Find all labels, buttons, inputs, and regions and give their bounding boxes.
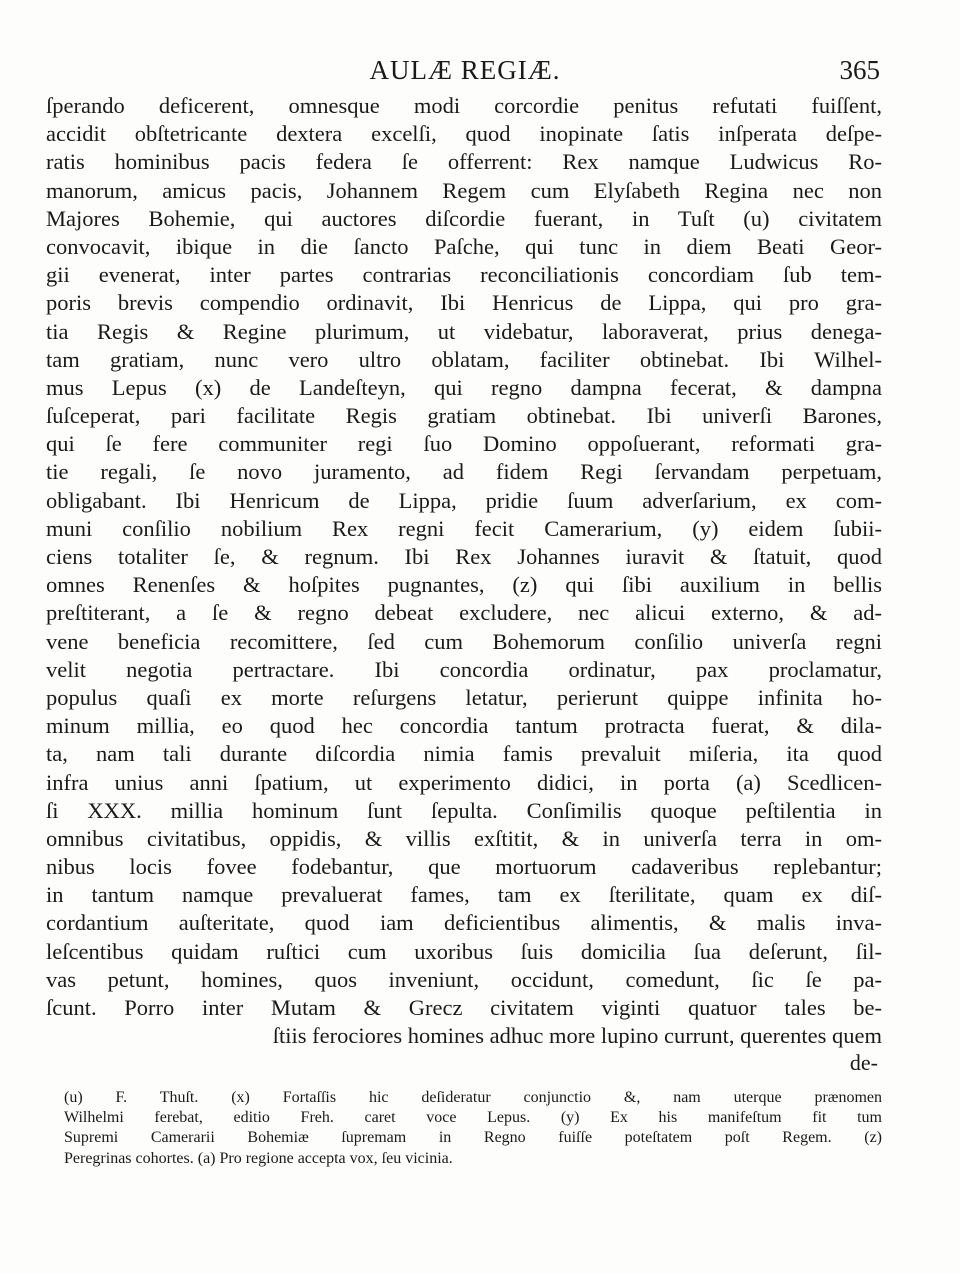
text-line: Majores Bohemie, qui auctores diſcordie fuerant, in Tuſt (u) civitatem <box>46 205 882 231</box>
text-line: preſtiterant, a ſe & regno debeat excludere, nec alicui externo, & ad- <box>46 600 882 626</box>
text-line: populus quaſi ex morte reſurgens letatur, perierunt quippe infinita ho- <box>46 684 882 710</box>
text-line: ta, nam tali durante diſcordia nimia famis prevaluit miſeria, ita quod <box>46 741 882 767</box>
text-line: cordantium auſteritate, quod iam deficientibus alimentis, & malis inva- <box>46 910 882 936</box>
text-line: ciens totaliter ſe, & regnum. Ibi Rex Johannes iuravit & ſtatuit, quod <box>46 544 882 569</box>
text-line: omnibus civitatibus, oppidis, & villis exſtitit, & in univerſa terra in om- <box>46 825 882 851</box>
running-head: AULÆ REGIÆ. <box>369 55 561 85</box>
text-line: ſperando deficerent, omnesque modi corcordie penitus refutati fuiſſent, <box>46 93 882 118</box>
text-line: obligabant. Ibi Henricum de Lippa, pridie ſuum adverſarium, ex com- <box>46 487 882 513</box>
text-line: leſcentibus quidam ruſtici cum uxoribus ſuis domicilia ſua deſerunt, ſil- <box>46 938 882 964</box>
text-line: vas petunt, homines, quos inveniunt, occidunt, comedunt, ſic ſe pa- <box>46 966 882 992</box>
text-line: tia Regis & Regine plurimum, ut videbatur, laboraverat, prius denega- <box>46 318 882 344</box>
footnote-line: (u) F. Thuſt. (x) Fortaſſis hic deſideratur conjunctio &, nam uterque prænomen <box>64 1089 882 1106</box>
text-line: tam gratiam, nunc vero ultro oblatam, faciliter obtinebat. Ibi Wilhel- <box>46 346 882 372</box>
text-line: qui ſe fere communiter regi ſuo Domino oppoſuerant, reformati gra- <box>46 431 882 457</box>
text-line: in tantum namque prevaluerat fames, tam ex ſterilitate, quam ex diſ- <box>46 882 882 908</box>
text-line: tie regali, ſe novo juramento, ad fidem Regi ſervandam perpetuam, <box>46 459 882 485</box>
text-line: mus Lepus (x) de Landeſteyn, qui regno dampna fecerat, & dampna <box>46 374 882 400</box>
text-line: ſi XXX. millia hominum ſunt ſepulta. Conſimilis quoque peſtilentia in <box>46 797 882 823</box>
text-line: manorum, amicus pacis, Johannem Regem cum Elyſabeth Regina nec non <box>46 177 882 203</box>
text-line: infra unius anni ſpatium, ut experimento didici, in porta (a) Scedlicen- <box>46 769 882 795</box>
footnote-line: Wilhelmi ferebat, editio Freh. caret voce Lepus. (y) Ex his manifeſtum fit tum <box>64 1109 882 1127</box>
catchword: de- <box>849 1050 878 1075</box>
text-line: muni conſilio nobilium Rex regni fecit Camerarium, (y) eidem ſubii- <box>46 515 882 541</box>
text-line: omnes Renenſes & hoſpites pugnantes, (z) qui ſibi auxilium in bellis <box>46 572 882 598</box>
text-line: ſcunt. Porro inter Mutam & Grecz civitatem viginti quatuor tales be- <box>46 995 882 1020</box>
text-line: minum millia, eo quod hec concordia tantum protracta fuerat, & dila- <box>46 713 882 739</box>
text-line: ſtiis ferociores homines adhuc more lupino currunt, querentes quem <box>272 1023 882 1049</box>
main-text <box>46 92 882 1050</box>
page-number: 365 <box>839 55 880 85</box>
text-line: ratis hominibus pacis federa ſe offerrent: Rex namque Ludwicus Ro- <box>46 149 882 175</box>
text-line: velit negotia pertractare. Ibi concordia ordinatur, pax proclamatur, <box>46 656 882 682</box>
footnotes <box>64 1088 882 1169</box>
text-line: nibus locis fovee fodebantur, que mortuorum cadaveribus replebantur; <box>46 854 882 880</box>
text-line: convocavit, ibique in die ſancto Paſche, qui tunc in diem Beati Geor- <box>46 233 882 259</box>
text-line: poris brevis compendio ordinavit, Ibi Henricus de Lippa, qui pro gra- <box>46 290 882 316</box>
text-line: accidit obſtetricante dextera excelſi, quod inopinate ſatis inſperata deſpe- <box>46 121 882 147</box>
page-header <box>50 55 880 95</box>
text-line: vene beneficia recomittere, ſed cum Bohemorum conſilio univerſa regni <box>46 628 882 654</box>
footnote-line: Peregrinas cohortes. (a) Pro regione accepta vox, ſeu vicinia. <box>64 1149 453 1167</box>
text-line: gii evenerat, inter partes contrarias reconciliationis concordiam ſub tem- <box>46 262 882 288</box>
footnote-line: Supremi Camerarii Bohemiæ ſupremam in Regno fuiſſe poteſtatem poſt Regem. (z) <box>64 1129 882 1147</box>
text-line: ſuſceperat, pari facilitate Regis gratiam obtinebat. Ibi univerſi Barones, <box>46 403 882 429</box>
